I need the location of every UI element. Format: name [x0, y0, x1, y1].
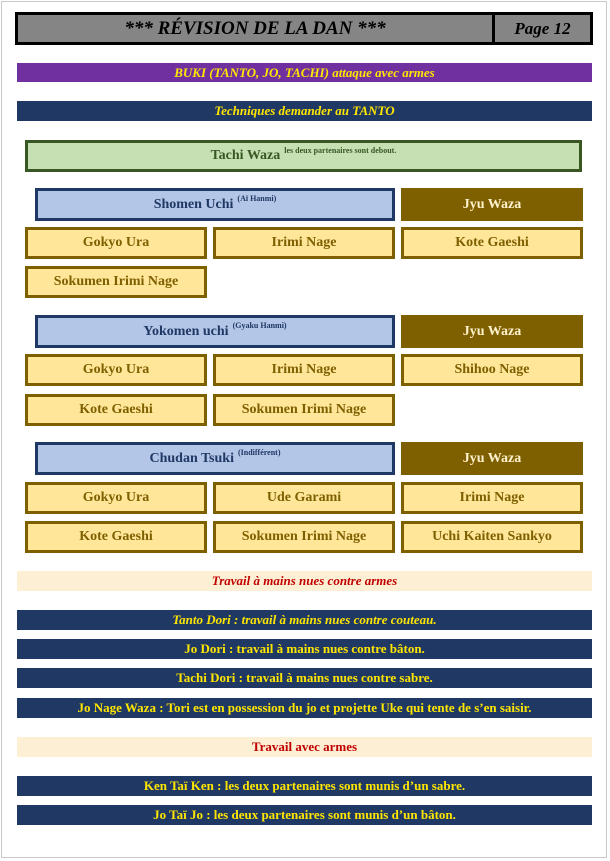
tachi-waza-label: Tachi Waza: [210, 148, 281, 163]
attack-box-chudan-tsuki: [35, 442, 395, 475]
technique-box: Gokyo Ura: [25, 354, 207, 386]
attack-label: Yokomen uchi: [143, 323, 229, 339]
technique-box: Sokumen Irimi Nage: [213, 394, 395, 426]
technique-box: Kote Gaeshi: [25, 521, 207, 553]
technique-box: Shihoo Nage: [401, 354, 583, 386]
mains-nues-item: Jo Nage Waza : Tori est en possession du jo et projette Uke qui tente de s’en saisir.: [17, 698, 592, 718]
attack-label: Shomen Uchi: [153, 196, 234, 212]
technique-box: Uchi Kaiten Sankyo: [401, 521, 583, 553]
attack-box-yokomen-uchi: [35, 315, 395, 348]
technique-box: Kote Gaeshi: [401, 227, 583, 259]
attack-box-shomen-uchi: [35, 188, 395, 221]
technique-box: Ude Garami: [213, 482, 395, 514]
avec-armes-title: Travail avec armes: [17, 737, 592, 757]
techniques-bar: Techniques demander au TANTO: [17, 101, 592, 121]
avec-armes-item: Jo Taï Jo : les deux partenaires sont munis d’un bâton.: [17, 805, 592, 825]
tachi-waza-note: les deux partenaires sont debout.: [284, 145, 397, 155]
technique-box: Gokyo Ura: [25, 482, 207, 514]
mains-nues-item: Jo Dori : travail à mains nues contre bâton.: [17, 639, 592, 659]
page-number: Page 12: [492, 15, 590, 42]
jyu-waza-box: Jyu Waza: [401, 315, 583, 348]
technique-box: Irimi Nage: [213, 354, 395, 386]
technique-box: Kote Gaeshi: [25, 394, 207, 426]
attack-label: Chudan Tsuki: [149, 450, 234, 466]
page-frame: [1, 1, 607, 858]
mains-nues-item: Tachi Dori : travail à mains nues contre sabre.: [17, 668, 592, 688]
attack-note: (Gyaku Hanmi): [232, 321, 287, 330]
mains-nues-title: Travail à mains nues contre armes: [17, 571, 592, 591]
page-header: [15, 12, 593, 45]
attack-note: (Aï Hanmi): [237, 194, 277, 203]
technique-box: Sokumen Irimi Nage: [25, 266, 207, 298]
jyu-waza-box: Jyu Waza: [401, 442, 583, 475]
avec-armes-item: Ken Taï Ken : les deux partenaires sont munis d’un sabre.: [17, 776, 592, 796]
tachi-waza-box: [25, 140, 582, 172]
technique-box: Irimi Nage: [213, 227, 395, 259]
technique-box: Irimi Nage: [401, 482, 583, 514]
page-title: *** RÉVISION DE LA DAN ***: [124, 17, 386, 39]
technique-box: Gokyo Ura: [25, 227, 207, 259]
attack-note: (Indifférent): [237, 448, 281, 457]
jyu-waza-box: Jyu Waza: [401, 188, 583, 221]
technique-box: Sokumen Irimi Nage: [213, 521, 395, 553]
buki-bar: BUKI (TANTO, JO, TACHI) attaque avec armes: [17, 63, 592, 82]
mains-nues-item: Tanto Dori : travail à mains nues contre couteau.: [17, 610, 592, 630]
